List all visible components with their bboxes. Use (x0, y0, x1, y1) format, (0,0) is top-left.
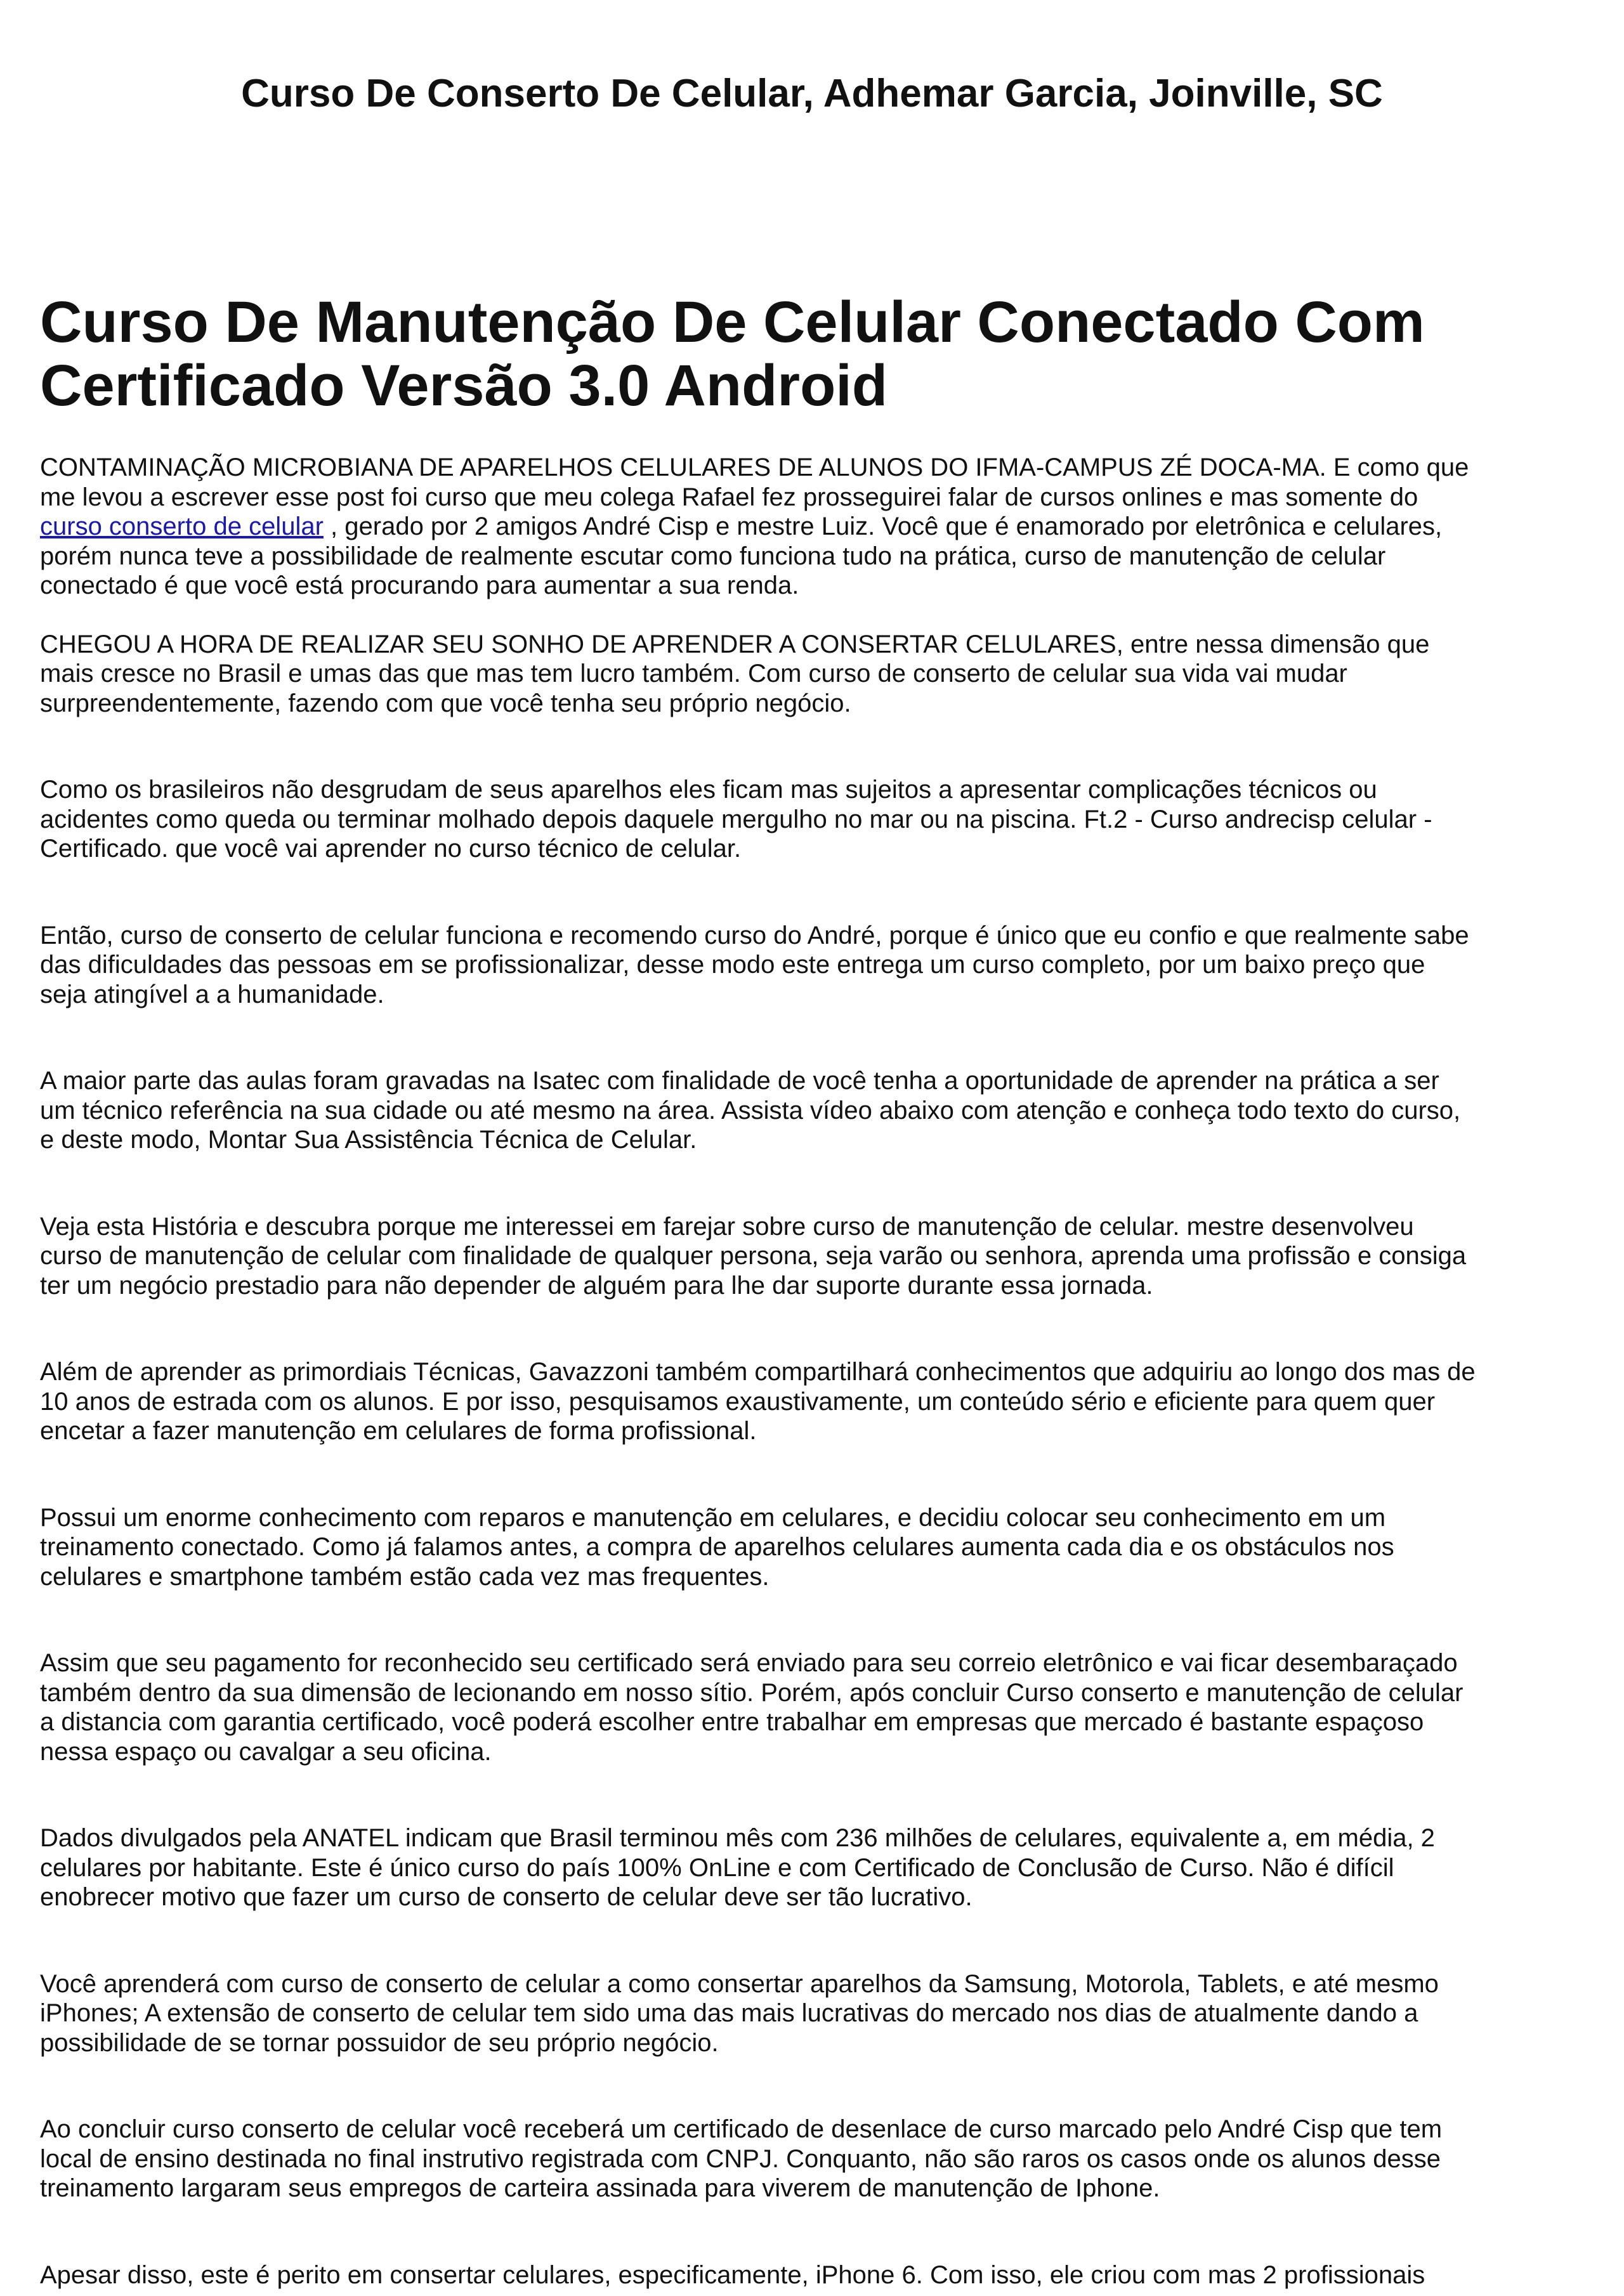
paragraph-6 (40, 1212, 1588, 1301)
paragraph-line: A maior parte das aulas foram gravadas na Isatec com finalidade de você tenha a oportunidade de aprender na prática a ser (40, 1067, 1439, 1095)
paragraph-2 (40, 630, 1588, 719)
paragraph-line: Dados divulgados pela ANATEL indicam que Brasil terminou mês com 236 milhões de celulares, equivalente a, em média, 2 (40, 1824, 1435, 1852)
paragraph-5 (40, 1066, 1588, 1155)
paragraph-line: treinamento largaram seus empregos de carteira assinada para viverem de manutenção de Iphone. (40, 2174, 1160, 2202)
paragraph-line: celulares e smartphone também estão cada vez mas frequentes. (40, 1562, 769, 1591)
paragraph-3 (40, 775, 1588, 864)
paragraph-line: Assim que seu pagamento for reconhecido seu certificado será enviado para seu correio eletrônico e vai ficar desembaraçado (40, 1649, 1458, 1677)
paragraph-line: me levou a escrever esse post foi curso que meu colega Rafael fez prosseguirei falar de cursos onlines e mas somente do (40, 483, 1418, 511)
article-title-line-1: Curso De Manutenção De Celular Conectado Com (40, 290, 1425, 355)
paragraph-line: das dificuldades das pessoas em se profissionalizar, desse modo este entrega um curso completo, por um baixo preço que (40, 951, 1425, 979)
paragraph-line: também dentro da sua dimensão de lecionando em nosso sítio. Porém, após concluir Curso conserto e manutenção de celular (40, 1678, 1464, 1707)
paragraph-line: Além de aprender as primordiais Técnicas, Gavazzoni também compartilhará conhecimentos que adquiriu ao longo dos mas de (40, 1358, 1476, 1386)
paragraph-line: Possui um enorme conhecimento com reparos e manutenção em celulares, e decidiu colocar seu conhecimento em um (40, 1503, 1386, 1532)
paragraph-10 (40, 1823, 1588, 1912)
paragraph-line: acidentes como queda ou terminar molhado depois daquele mergulho no mar ou na piscina. Ft.2 - Curso andrecisp celular - (40, 805, 1432, 833)
paragraph-line: possibilidade de se tornar possuidor de seu próprio negócio. (40, 2028, 719, 2057)
paragraph-7 (40, 1357, 1588, 1446)
paragraph-line: Veja esta História e descubra porque me interessei em farejar sobre curso de manutenção de celular. mestre desenvolveu (40, 1212, 1414, 1241)
paragraph-11 (40, 1969, 1588, 2058)
paragraph-line: conectado é que você está procurando para aumentar a sua renda. (40, 571, 799, 599)
article-body (40, 453, 1588, 2290)
paragraph-9 (40, 1648, 1588, 1766)
paragraph-12 (40, 2115, 1588, 2203)
paragraph-line: CHEGOU A HORA DE REALIZAR SEU SONHO DE APRENDER A CONSERTAR CELULARES, entre nessa dimensão que (40, 630, 1430, 658)
paragraph-line: treinamento conectado. Como já falamos antes, a compra de aparelhos celulares aumenta cada dia e os obstáculos nos (40, 1533, 1394, 1561)
paragraph-line: Como os brasileiros não desgrudam de seus aparelhos eles ficam mas sujeitos a apresentar complicações técnicos ou (40, 776, 1377, 804)
paragraph-line: encetar a fazer manutenção em celulares de forma profissional. (40, 1417, 757, 1445)
paragraph-4 (40, 921, 1588, 1010)
paragraph-line: curso de manutenção de celular com finalidade de qualquer persona, seja varão ou senhora, aprenda uma profissão e consiga (40, 1242, 1467, 1270)
article-title (40, 290, 1601, 417)
paragraph-line-with-link (40, 512, 1588, 542)
paragraph-line: seja atingível a a humanidade. (40, 980, 384, 1008)
paragraph-line: celulares por habitante. Este é único curso do país 100% OnLine e com Certificado de Conclusão de Curso. Não é difícil (40, 1853, 1394, 1882)
document-header: Curso De Conserto De Celular, Adhemar Garcia, Joinville, SC (241, 72, 1383, 115)
paragraph-line: enobrecer motivo que fazer um curso de conserto de celular deve ser tão lucrativo. (40, 1883, 972, 1911)
paragraph-line-text: , gerado por 2 amigos André Cisp e mestre Luiz. Você que é enamorado por eletrônica e celulares, (331, 512, 1443, 540)
paragraph-line: um técnico referência na sua cidade ou até mesmo na área. Assista vídeo abaixo com atenção e conheça todo texto do curso, (40, 1096, 1461, 1125)
paragraph-line: Apesar disso, este é perito em consertar celulares, especificamente, iPhone 6. Com isso, ele criou com mas 2 profissionais (40, 2260, 1425, 2289)
paragraph-line: e deste modo, Montar Sua Assistência Técnica de Celular. (40, 1126, 697, 1154)
course-link[interactable]: curso conserto de celular (40, 512, 324, 540)
article-title-line-2: Certificado Versão 3.0 Android (40, 353, 888, 418)
paragraph-line: mais cresce no Brasil e umas das que mas tem lucro também. Com curso de conserto de celular sua vida vai mudar (40, 660, 1347, 688)
paragraph-1 (40, 453, 1588, 601)
paragraph-line: CONTAMINAÇÃO MICROBIANA DE APARELHOS CELULARES DE ALUNOS DO IFMA-CAMPUS ZÉ DOCA-MA. E como que (40, 453, 1469, 481)
paragraph-line: surpreendentemente, fazendo com que você tenha seu próprio negócio. (40, 689, 851, 717)
paragraph-line: Ao concluir curso conserto de celular você receberá um certificado de desenlace de curso marcado pelo André Cisp que tem (40, 2115, 1443, 2143)
paragraph-8 (40, 1503, 1588, 1592)
paragraph-13 (40, 2260, 1588, 2290)
paragraph-line: Você aprenderá com curso de conserto de celular a como consertar aparelhos da Samsung, Motorola, Tablets, e até mesmo (40, 1969, 1439, 1998)
paragraph-line: a distancia com garantia certificado, você poderá escolher entre trabalhar em empresas que mercado é bastante espaçoso (40, 1708, 1424, 1736)
paragraph-line: Certificado. que você vai aprender no curso técnico de celular. (40, 835, 742, 863)
paragraph-line: ter um negócio prestadio para não depender de alguém para lhe dar suporte durante essa jornada. (40, 1271, 1153, 1300)
paragraph-line: 10 anos de estrada com os alunos. E por isso, pesquisamos exaustivamente, um conteúdo sério e eficiente para quem quer (40, 1387, 1436, 1416)
paragraph-line: Então, curso de conserto de celular funciona e recomendo curso do André, porque é único que eu confio e que realmente sabe (40, 921, 1469, 949)
paragraph-line: iPhones; A extensão de conserto de celular tem sido uma das mais lucrativas do mercado nos dias de atualmente dando a (40, 1999, 1418, 2027)
paragraph-line: nessa espaço ou cavalgar a seu oficina. (40, 1737, 492, 1766)
paragraph-line: porém nunca teve a possibilidade de realmente escutar como funciona tudo na prática, curso de manutenção de celular (40, 542, 1386, 570)
paragraph-line: local de ensino destinada no final instrutivo registrada com CNPJ. Conquanto, não são raros os casos onde os alunos desse (40, 2144, 1441, 2173)
